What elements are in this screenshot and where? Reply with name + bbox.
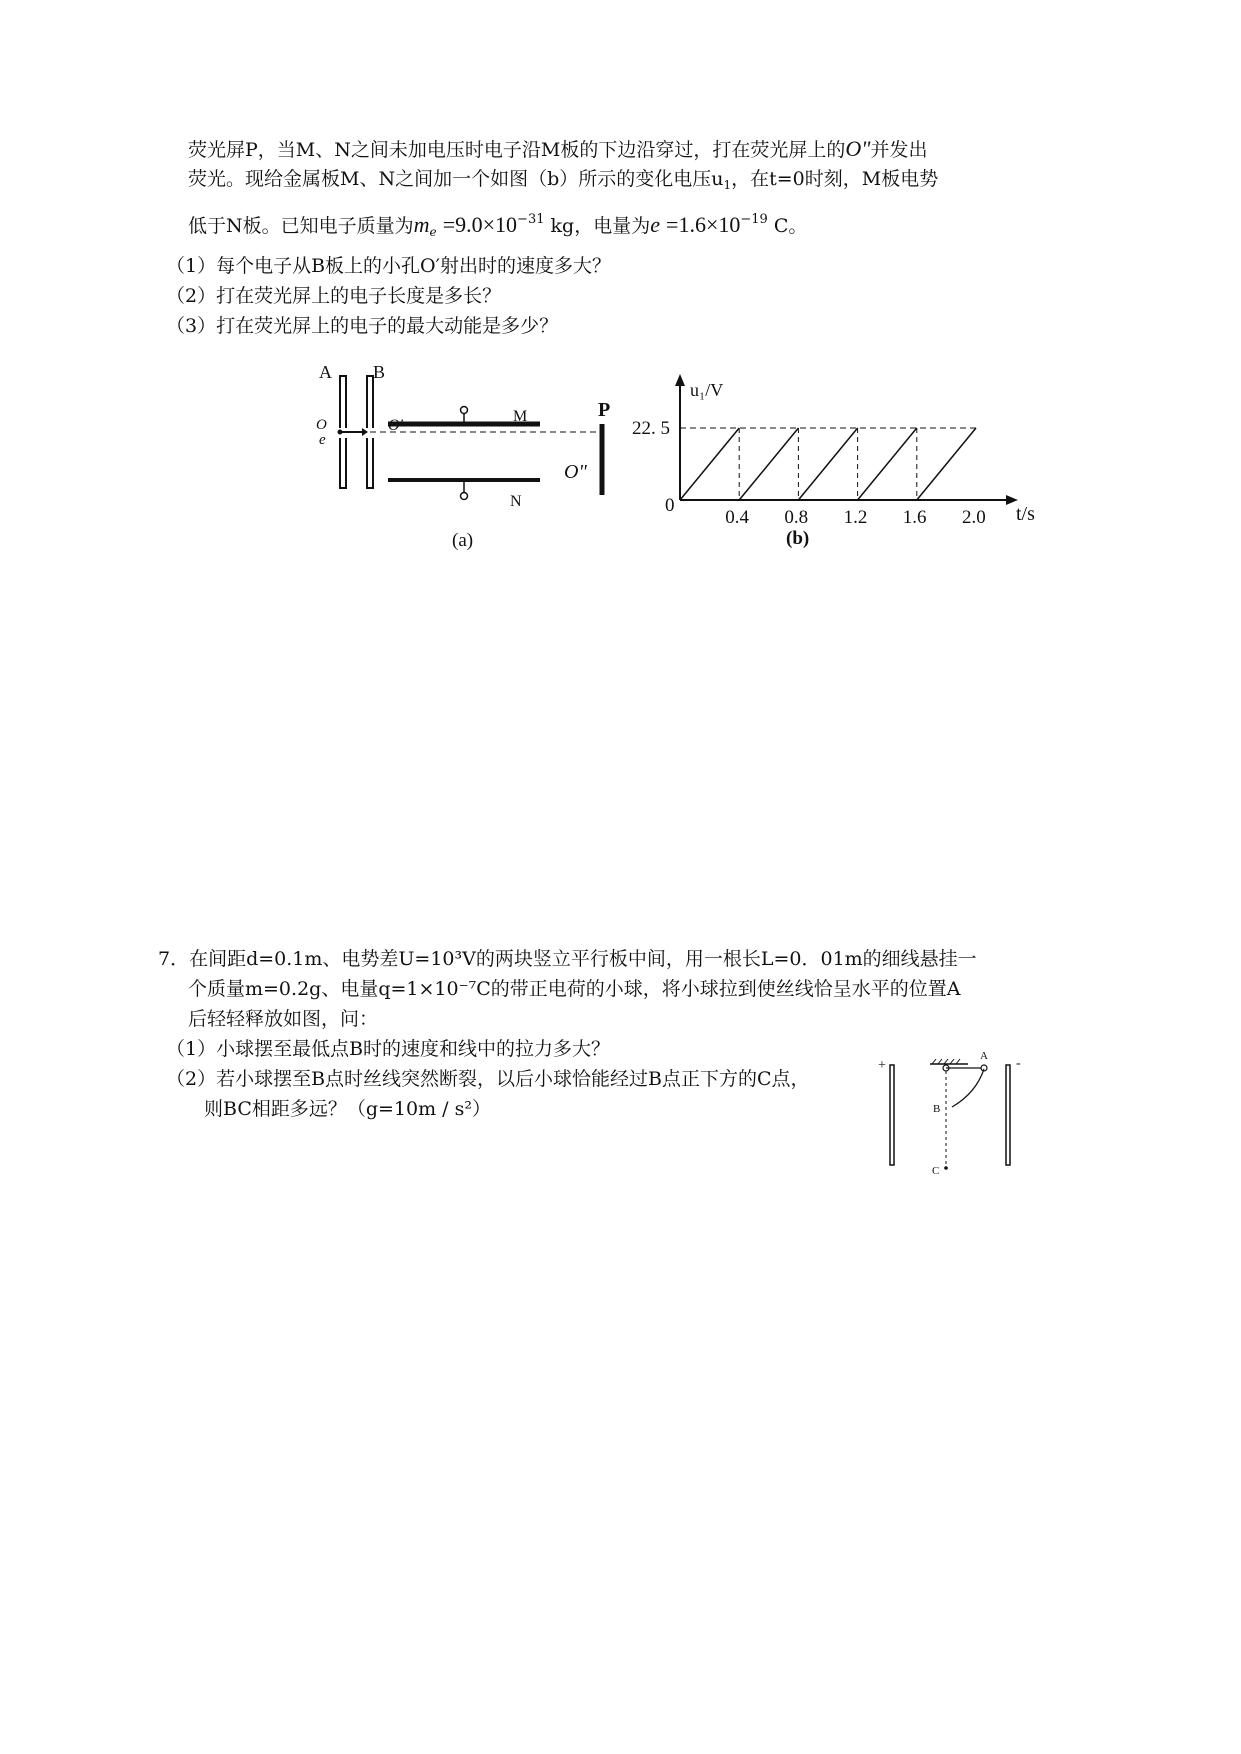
origin-label: 0 [665, 495, 675, 516]
y-tick-label: 22. 5 [632, 418, 670, 439]
p6-line2-a: 荧光。现给金属板M、N之间加一个如图（b）所示的变化电压u [188, 168, 724, 190]
mass-unit: kg，电量为 [550, 215, 651, 237]
plate-m-terminal-knob [461, 407, 468, 414]
voltage-ramp-segment [917, 428, 976, 500]
x-axis-label: t/s [1016, 503, 1035, 525]
minus-sign: - [1016, 1056, 1021, 1071]
equals-sign-2: = [666, 212, 679, 237]
p7-line3: 后轻轻释放如图，问： [188, 1008, 379, 1030]
label-o-double-prime: O" [564, 461, 587, 483]
p7-line1: 7．在间距d=0.1m、电势差U=10³V的两块竖立平行板中间，用一根长L=0．01m的细线悬挂一 [158, 948, 977, 970]
right-plate [1006, 1065, 1010, 1165]
plate-n-terminal-knob [461, 493, 468, 500]
plus-sign: + [878, 1058, 886, 1073]
charge-value: 1.6×10 [678, 212, 741, 237]
label-b: B [373, 362, 386, 382]
charge-exponent: 19 [751, 212, 768, 227]
voltage-ramp-segment [680, 428, 739, 500]
mass-symbol: m [413, 212, 430, 237]
p6-line2 [188, 166, 938, 198]
label-e: e [319, 432, 326, 448]
x-tick-label: 0.4 [725, 507, 749, 528]
equals-sign: = [442, 212, 456, 237]
caption-b: (b) [786, 528, 810, 549]
mass-exponent: 31 [527, 212, 545, 227]
label-b-7: B [933, 1103, 941, 1115]
voltage-ramp-segment [798, 428, 857, 500]
label-a-7: A [980, 1050, 988, 1062]
p7-question-2: （2）若小球摆至B点时丝线突然断裂，以后小球恰能经过B点正下方的C点， [166, 1068, 810, 1090]
y-axis-label: u₁/V [690, 380, 724, 400]
p6-line3 [188, 207, 807, 245]
charge-exponent-sign: − [740, 212, 752, 227]
voltage-ramp-segment [739, 428, 798, 500]
p6-line3-a: 低于N板。已知电子质量为 [188, 215, 414, 237]
p7-question-2-cont: 则BC相距多远？（g=10m / s²） [204, 1098, 491, 1120]
p6-line2-sub: 1 [723, 178, 732, 192]
x-tick-label: 2.0 [962, 507, 986, 528]
label-o-prime: O′ [388, 417, 404, 434]
left-plate [890, 1065, 894, 1165]
label-p: P [598, 399, 611, 421]
p6-question-2: （2）打在荧光屏上的电子长度是多长？ [166, 285, 502, 307]
y-axis-arrow [675, 374, 685, 386]
p6-line1-a: 荧光屏P，当M、N之间未加电压时电子沿M板的下边沿穿过，打在荧光屏上的 [188, 139, 846, 161]
charge-unit: C。 [773, 215, 808, 237]
p6-line2-b: ，在t=0时刻，M板电势 [731, 168, 939, 190]
x-tick-label: 1.2 [843, 507, 868, 528]
p6-question-3: （3）打在荧光屏上的电子的最大动能是多少？ [166, 315, 559, 337]
p6-line1-symbol: O" [845, 136, 871, 161]
p6-question-1: （1）每个电子从B板上的小孔O′射出时的速度多大？ [166, 255, 611, 277]
mass-exponent-sign: − [517, 212, 528, 227]
mass-subscript: e [429, 225, 437, 239]
point-c [944, 1166, 948, 1170]
label-a: A [319, 362, 332, 382]
figure-a [310, 358, 630, 551]
p6-line1-b: 并发出 [870, 139, 928, 161]
voltage-ramp-segment [858, 428, 917, 500]
p7-line2: 个质量m=0.2g、电量q=1×10⁻⁷C的带正电荷的小球，将小球拉到使丝线恰呈水平的位置A [188, 978, 961, 1000]
label-n: N [510, 493, 522, 510]
p7-question-1: （1）小球摆至最低点B时的速度和线中的拉力多大？ [166, 1038, 611, 1060]
x-tick-label: 1.6 [902, 507, 927, 528]
charge-symbol: e [650, 212, 660, 237]
label-c-7: C [932, 1165, 940, 1177]
label-o: O [316, 417, 327, 433]
figure-b-chart [630, 358, 1050, 548]
label-m: M [513, 408, 528, 425]
figure-7 [872, 1047, 1032, 1177]
p6-line1 [188, 136, 927, 163]
caption-a: (a) [452, 530, 474, 551]
x-tick-label: 0.8 [784, 507, 809, 528]
trajectory-curve [952, 1069, 984, 1107]
mass-value: 9.0×10 [455, 212, 518, 237]
